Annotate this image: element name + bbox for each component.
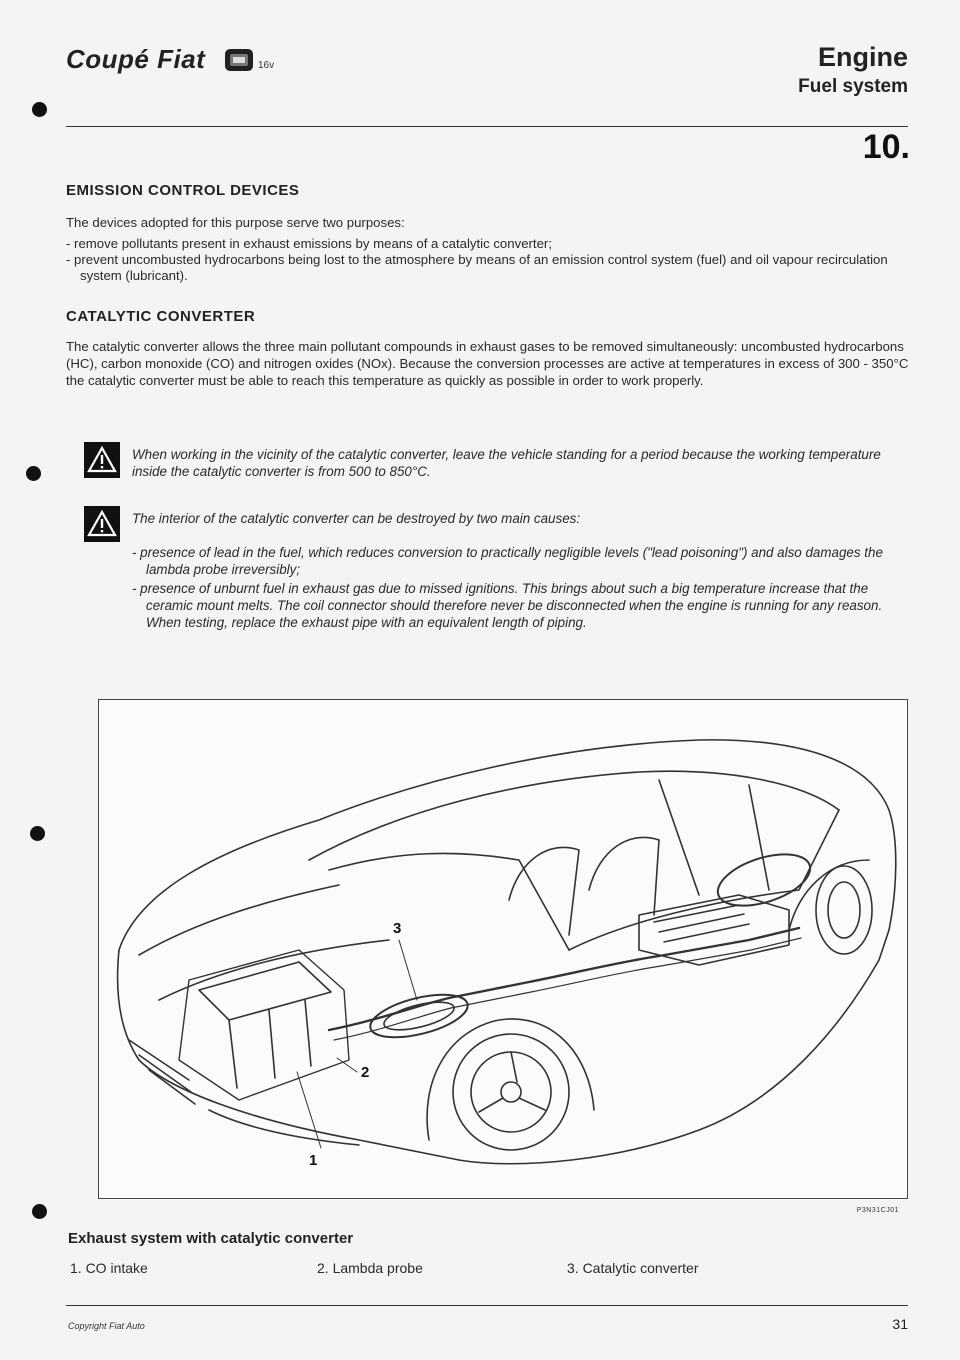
catalytic-body: The catalytic converter allows the three main pollutant compounds in exhaust gases to be removed simultaneously: uncombusted hydrocarbons (HC), carbon monoxide (CO) and nitrogen oxides (NOx). Because the conversion processes are active at temperatures in excess of 300 - 350°C the catalytic converter must be able to reach this temperature as quickly as possible in order to work properly.: [66, 339, 909, 388]
binder-hole: [26, 466, 41, 481]
emission-intro: The devices adopted for this purpose serve two purposes:: [66, 215, 405, 230]
brand-title: Coupé Fiat: [66, 44, 206, 74]
callout-3: 3: [393, 920, 402, 937]
legend-item-1: 1. CO intake: [70, 1260, 148, 1276]
list-item: - remove pollutants present in exhaust emissions by means of a catalytic converter;: [66, 236, 552, 251]
binder-hole: [32, 102, 47, 117]
section-title: Engine: [817, 42, 908, 72]
warning-triangle-icon: [84, 442, 120, 478]
callout-2: 2: [361, 1064, 370, 1081]
emission-heading: EMISSION CONTROL DEVICES: [66, 182, 300, 199]
section-number: 10.: [862, 128, 910, 166]
binder-hole: [30, 826, 45, 841]
fiat-logo-icon: [224, 47, 256, 73]
figure-caption: Exhaust system with catalytic converter: [68, 1230, 354, 1247]
exhaust-system-figure: [98, 699, 908, 1214]
warning-intro: The interior of the catalytic converter can be destroyed by two main causes:: [132, 511, 581, 526]
page-number: 31: [892, 1316, 908, 1332]
footer-rule: [66, 1305, 908, 1306]
copyright: Copyright Fiat Auto: [68, 1321, 145, 1331]
binder-hole: [32, 1204, 47, 1219]
warning-triangle-icon: [84, 506, 120, 542]
subsection-title: Fuel system: [798, 76, 908, 97]
catalytic-heading: CATALYTIC CONVERTER: [66, 308, 256, 325]
figure-code: P3N31CJ01: [856, 1207, 899, 1214]
list-item: - presence of lead in the fuel, which reduces conversion to practically negligible levels ("lead poisoning") and also damages the lambda probe irreversibly;: [132, 545, 883, 577]
legend-item-3: 3. Catalytic converter: [567, 1260, 699, 1276]
car-cutaway-illustration: [99, 700, 906, 1197]
list-item: - prevent uncombusted hydrocarbons being lost to the atmosphere by means of an emission control system (fuel) and oil vapour recirculation system (lubricant).: [66, 252, 888, 283]
emission-list: [66, 236, 910, 284]
callout-1: 1: [309, 1152, 318, 1169]
warning-list: [132, 544, 912, 633]
legend-item-2: 2. Lambda probe: [317, 1260, 423, 1276]
logo-suffix: 16v: [258, 60, 275, 71]
header-rule: [66, 126, 908, 127]
list-item: - presence of unburnt fuel in exhaust gas due to missed ignitions. This brings about such a big temperature increase that the ceramic mount melts. The coil connector should therefore never be disconnected when the engine is running for any reason. When testing, replace the exhaust pipe with an equivalent length of piping.: [132, 581, 883, 630]
warning-text: When working in the vicinity of the catalytic converter, leave the vehicle standing for a period because the working temperature inside the catalytic converter is from 500 to 850°C.: [132, 447, 881, 479]
